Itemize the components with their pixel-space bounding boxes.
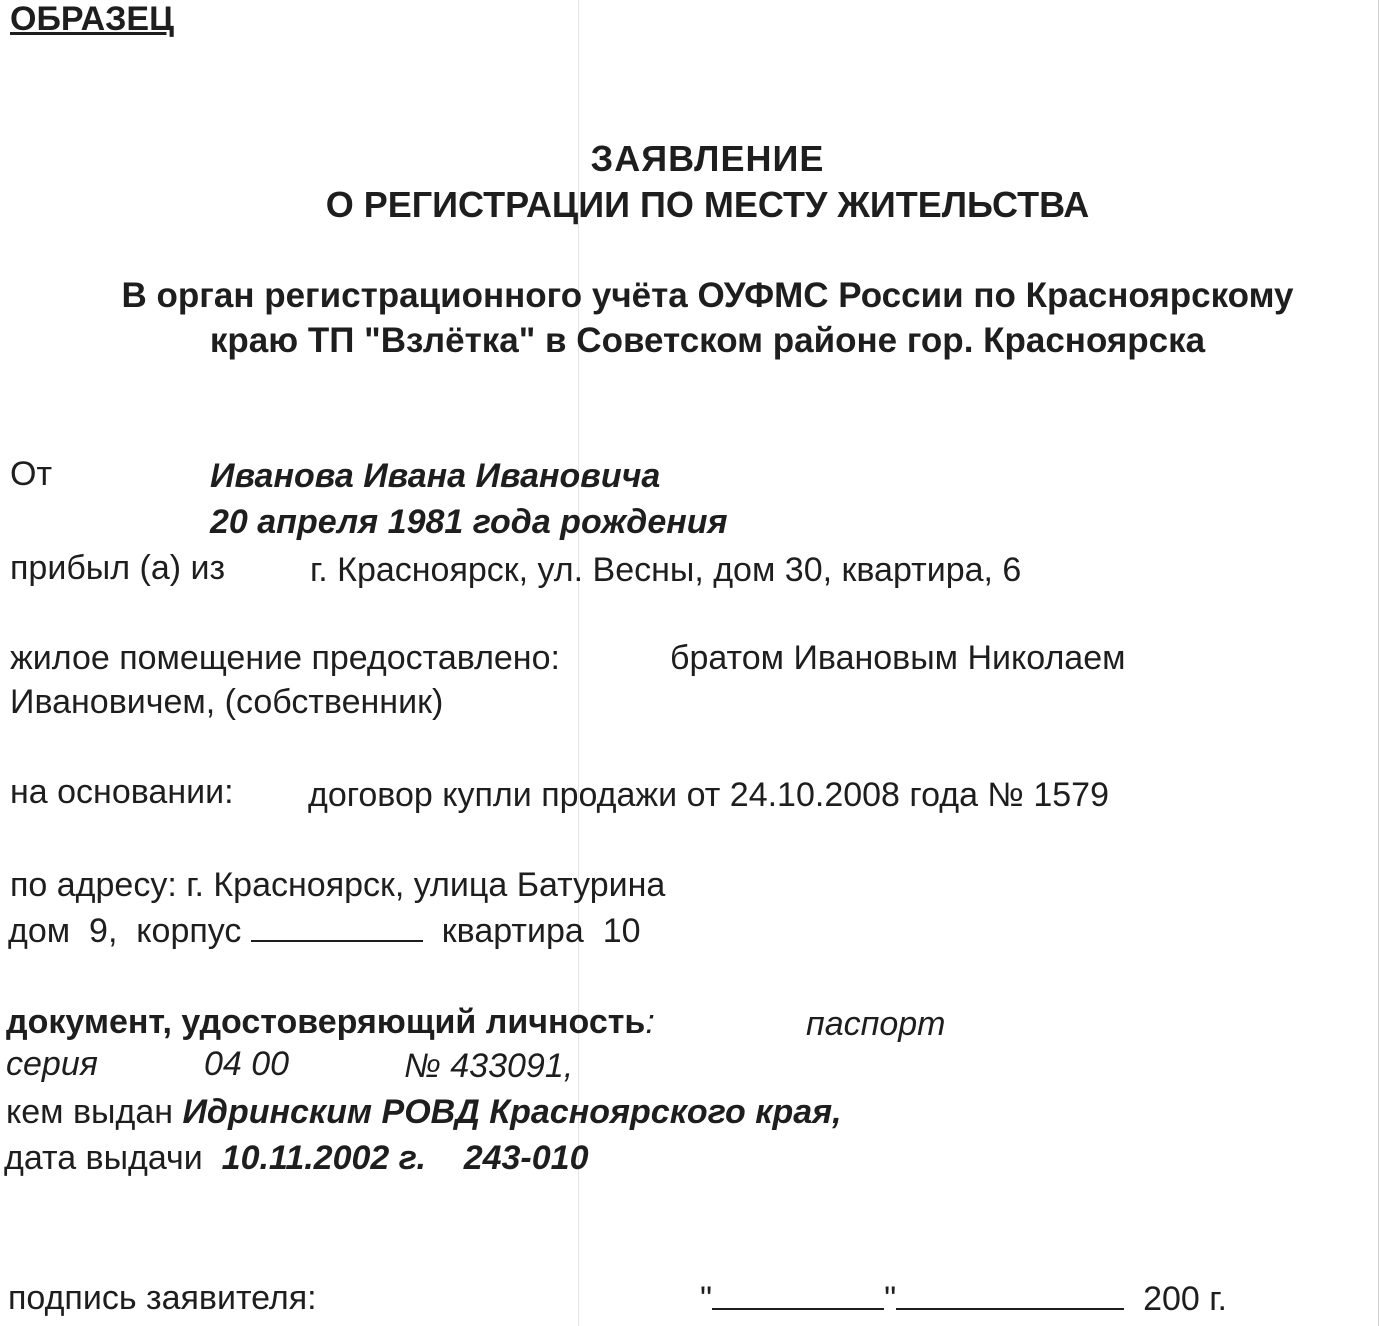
- issued-by-line: [6, 1092, 842, 1132]
- document-colon: :: [645, 1003, 655, 1041]
- address-line-1: [10, 865, 665, 905]
- authority-line-1: В орган регистрационного учёта ОУФМС России по Красноярскому: [121, 276, 1294, 315]
- signature-label: подпись заявителя:: [8, 1279, 317, 1317]
- issued-by-value: Идринским РОВД Красноярского края,: [182, 1093, 842, 1131]
- authority-line-2: краю ТП "Взлётка" в Советском районе гор. Красноярска: [209, 321, 1206, 360]
- series-label: серия: [6, 1045, 98, 1083]
- document-label: документ, удостоверяющий личность: [6, 1003, 646, 1041]
- arrived-from-label: прибыл (а) из: [10, 549, 226, 587]
- house-label: дом: [8, 912, 71, 950]
- address-line-2: [8, 910, 641, 951]
- signature-date: [700, 1278, 1227, 1319]
- day-blank: [712, 1278, 884, 1310]
- apartment-label: квартира: [441, 912, 584, 950]
- building-blank: [251, 910, 423, 942]
- provided-by: братом Ивановым Николаем: [670, 639, 1126, 677]
- applicant-birth: 20 апреля 1981 года рождения: [210, 503, 728, 541]
- passport-number: № 433091,: [404, 1047, 574, 1085]
- house-number: 9,: [89, 912, 118, 950]
- quote-open: ": [700, 1280, 713, 1318]
- document-type: паспорт: [806, 1005, 946, 1043]
- document-line: [6, 1002, 655, 1042]
- provided-label: жилое помещение предоставлено:: [10, 639, 560, 677]
- document-subtitle: О РЕГИСТРАЦИИ ПО МЕСТУ ЖИТЕЛЬСТВА: [325, 184, 1090, 225]
- provided-by-continued: Ивановичем, (собственник): [10, 683, 444, 721]
- from-label: От: [10, 455, 53, 493]
- apartment-number: 10: [602, 912, 641, 950]
- building-label: корпус: [136, 912, 242, 950]
- month-blank: [896, 1278, 1124, 1310]
- year-suffix: 200 г.: [1143, 1280, 1227, 1318]
- issue-date-value: 10.11.2002 г.: [221, 1139, 426, 1177]
- division-code: 243-010: [463, 1139, 589, 1177]
- address-label: по адресу:: [10, 866, 177, 904]
- sample-label: ОБРАЗЕЦ: [10, 0, 174, 38]
- quote-close: ": [884, 1280, 897, 1318]
- document-title: ЗАЯВЛЕНИЕ: [590, 138, 825, 179]
- address-street: г. Красноярск, улица Батурина: [186, 866, 666, 904]
- basis-value: договор купли продажи от 24.10.2008 года № 1579: [308, 776, 1109, 814]
- issue-date-label: дата выдачи: [4, 1139, 203, 1177]
- issue-date-line: [4, 1138, 588, 1178]
- arrived-from-address: г. Красноярск, ул. Весны, дом 30, квартира, 6: [310, 551, 1022, 589]
- issued-by-label: кем выдан: [6, 1093, 174, 1131]
- basis-label: на основании:: [10, 773, 234, 811]
- series-value: 04 00: [204, 1045, 290, 1083]
- applicant-name: Иванова Ивана Ивановича: [210, 457, 661, 495]
